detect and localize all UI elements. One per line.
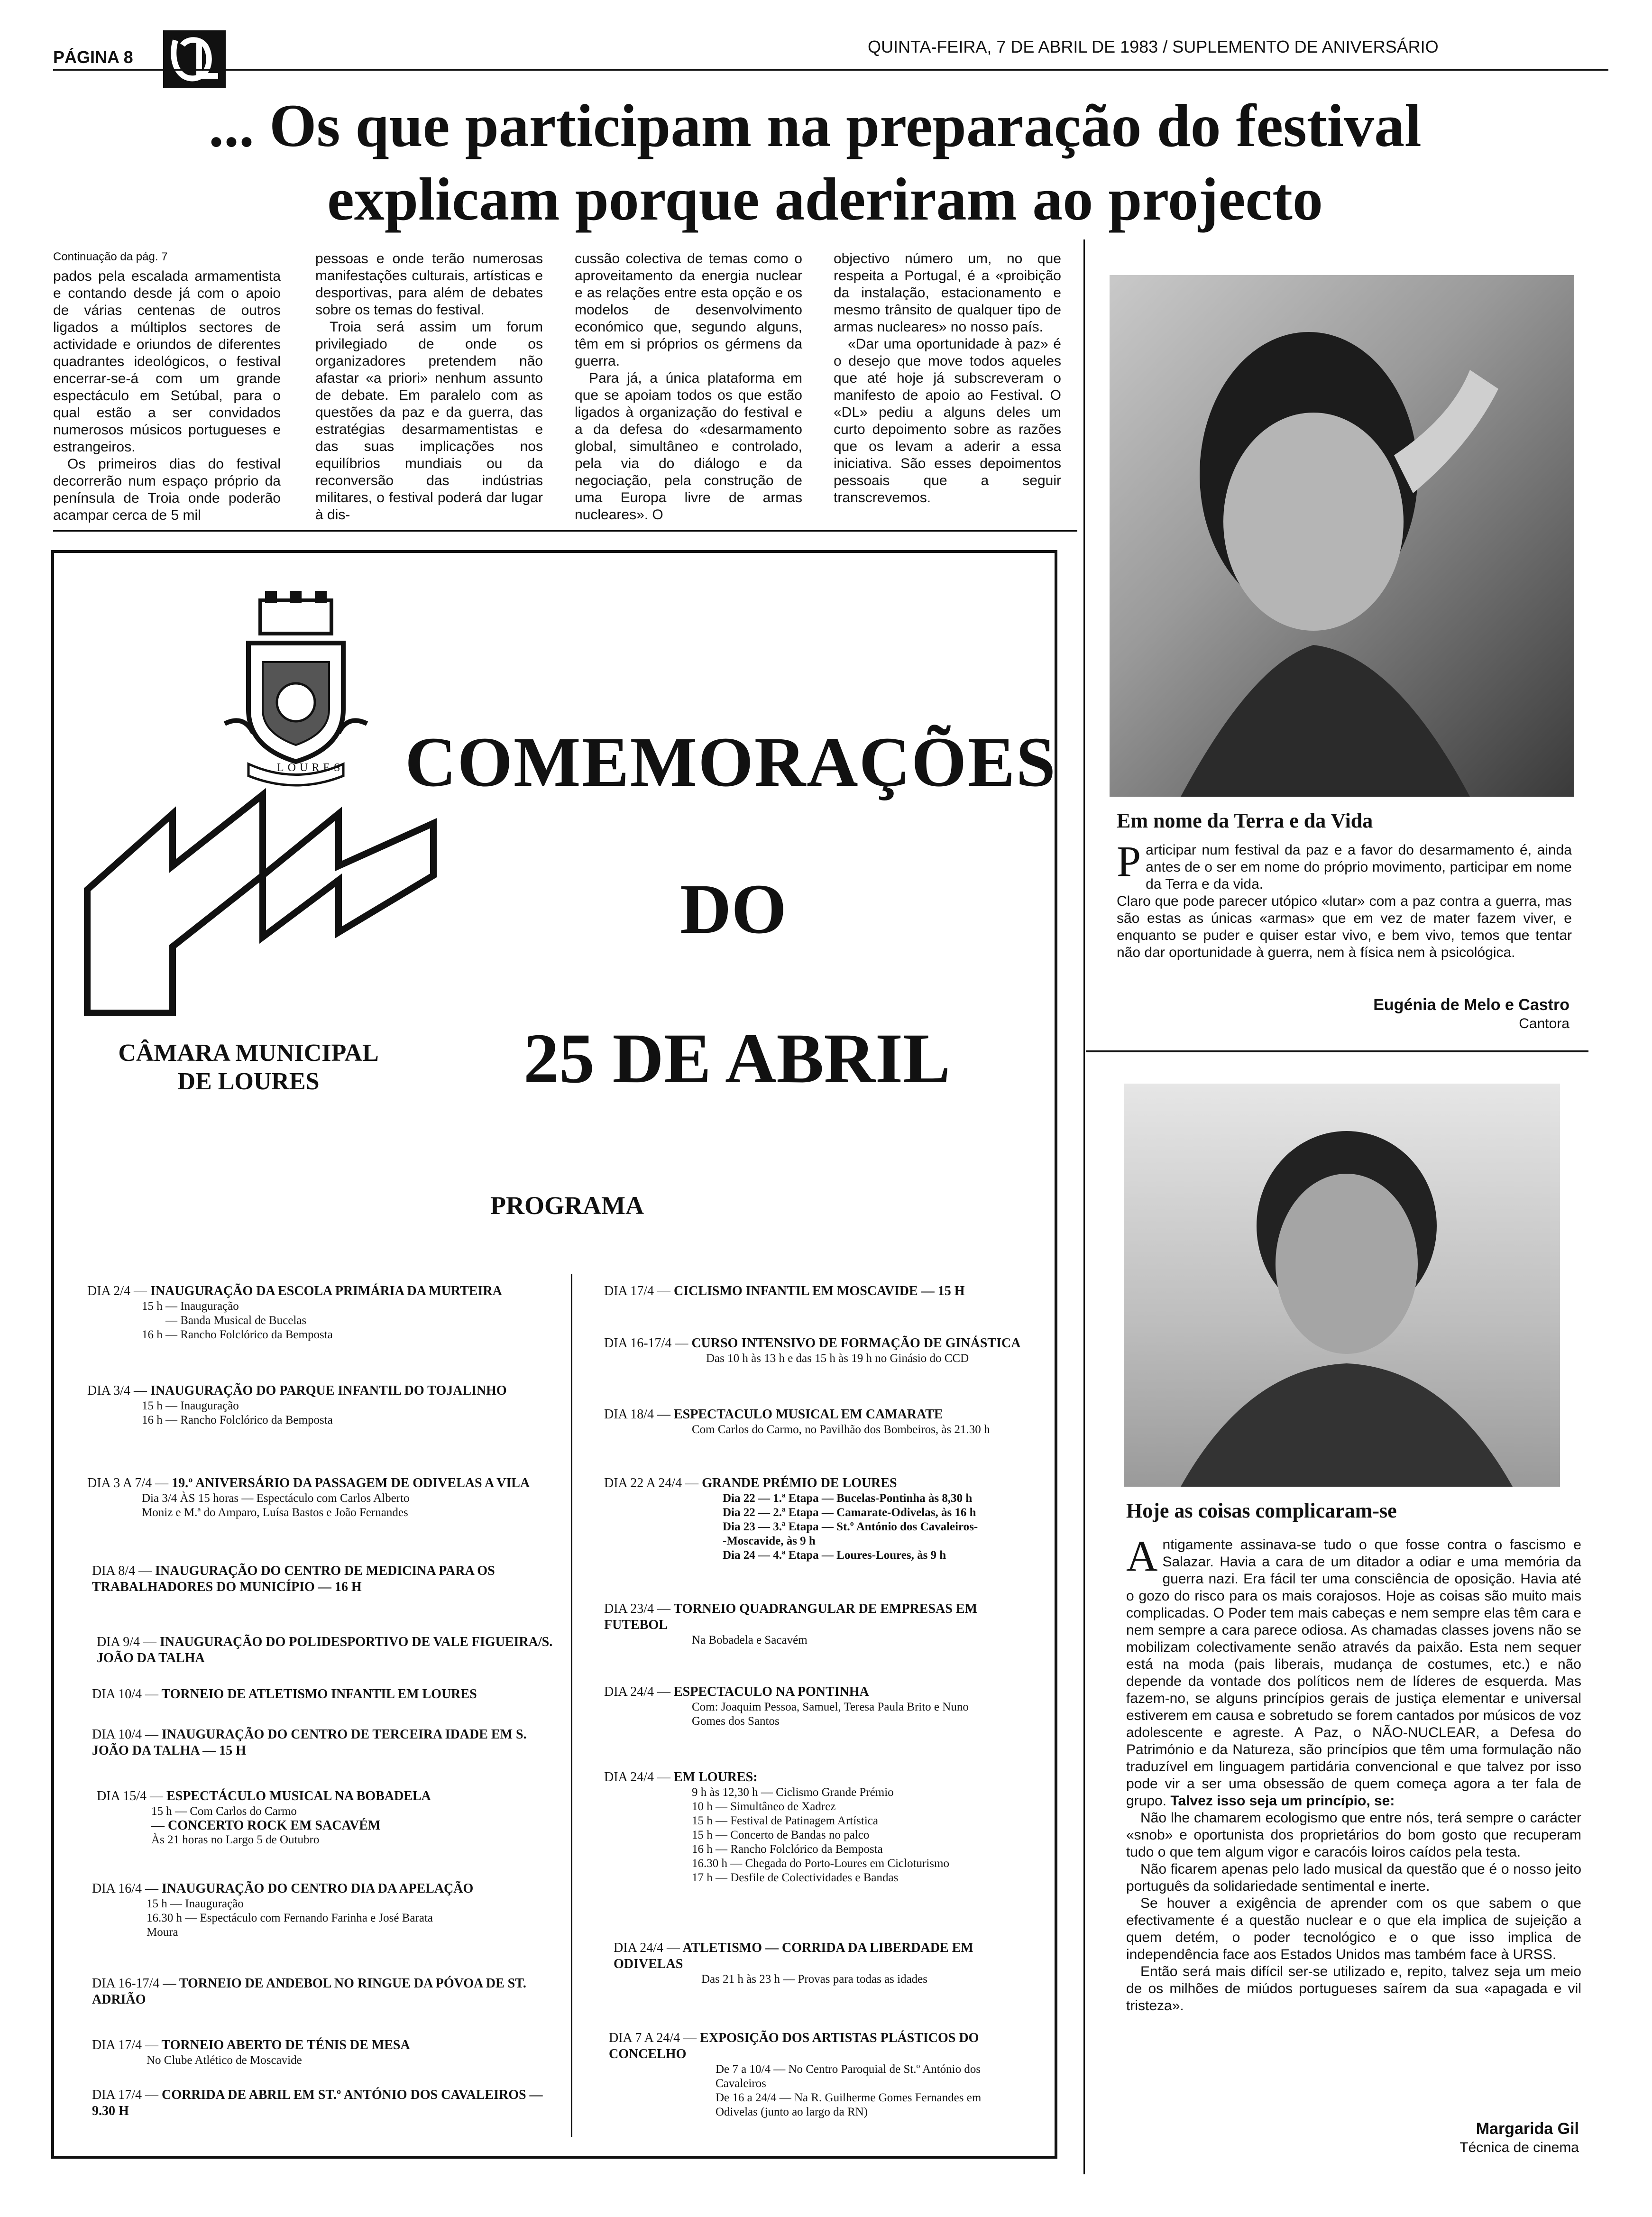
program-entry: DIA 3/4 — INAUGURAÇÃO DO PARQUE INFANTIL DO TOJALINHO 15 h — Inauguração 16 h — Rancho Folclórico da Bemposta	[87, 1383, 507, 1426]
testimony-divider	[1086, 1050, 1588, 1052]
ad-box	[51, 550, 1057, 2159]
program-entry: DIA 17/4 — CORRIDA DE ABRIL EM ST.º ANTÓNIO DOS CAVALEIROS — 9.30 H	[92, 2088, 543, 2118]
testimony-paragraph: articipar num festival da paz e a favor do desarmamento é, ainda antes de o ser em nome do próprio movimento, participar em nome da Terra e da vida.	[1146, 842, 1572, 892]
org-name-line-2: DE LOURES	[177, 1068, 320, 1095]
program-entry: DIA 16-17/4 — TORNEIO DE ANDEBOL NO RINGUE DA PÓVOA DE ST. ADRIÃO	[92, 1976, 526, 2007]
article-paragraph: «Dar uma oportunidade à paz» é o desejo que move todos aqueles que até hoje já subscreveram o manifesto de apoio ao Festival. O «DL» pediu a alguns deles um curto depoimento sobre as razões que os levam a aderir a essa iniciativa. São esses depoimentos pessoais que a seguir transcrevemos.	[834, 336, 1061, 506]
program-entry: DIA 23/4 — TORNEIO QUADRANGULAR DE EMPRESAS EM FUTEBOL Na Bobadela e Sacavém	[604, 1601, 977, 1647]
program-entry: DIA 16-17/4 — CURSO INTENSIVO DE FORMAÇÃO DE GINÁSTICA Das 10 h às 13 h e das 15 h às 19 h no Ginásio do CCD	[604, 1336, 1021, 1365]
drop-cap: P	[1117, 837, 1141, 885]
emblem-logo-icon	[73, 766, 452, 1051]
testimony-2-author: Margarida Gil	[1476, 2120, 1579, 2138]
program-entry: DIA 9/4 — INAUGURAÇÃO DO POLIDESPORTIVO DE VALE FIGUEIRA/S. JOÃO DA TALHA	[97, 1635, 553, 1665]
testimony-1-title: Em nome da Terra e da Vida	[1117, 809, 1373, 832]
article-paragraph: pessoas e onde terão numerosas manifestações culturais, artísticas e desportivas, para além de debates sobre os temas do festival.	[315, 251, 543, 318]
portrait-photo-margarida	[1124, 1084, 1560, 1487]
program-entry: DIA 16/4 — INAUGURAÇÃO DO CENTRO DIA DA APELAÇÃO 15 h — Inauguração 16.30 h — Espectáculo com Fernando Farinha e José Barata Moura	[92, 1881, 474, 1939]
crest-icon	[215, 591, 376, 790]
portrait-photo-eugenia	[1110, 275, 1574, 797]
testimony-paragraph: Se houver a exigência de aprender com os que sabem o que efectivamente é a questão nuclear e o que ela implica de sujeição a quem detém, o poder tecnológico e o que isso implica de independência face aos Estados Unidos mas também face à URSS.	[1126, 1895, 1581, 1962]
drop-cap: A	[1126, 1532, 1158, 1580]
testimony-1-role: Cantora	[1519, 1016, 1569, 1031]
testimony-paragraph: Não lhe chamarem ecologismo que entre nós, terá sempre o carácter «snob» e oportunista dos proprietários do bom gosto que recuperam tudo o que tem algum vigor e caracóis loiros caídos pela testa.	[1126, 1810, 1581, 1860]
article-paragraph: cussão colectiva de temas como o aproveitamento da energia nuclear e as relações entre esta opção e os modelos de desenvolvimento económico que, segundo alguns, têm em si próprios os gérmens da guerra.	[575, 251, 802, 369]
article-paragraph: Para já, a única plataforma em que se apoiam todos os que estão ligados à organização do festival e a da defesa do «desarmamento global, simultâneo e controlado, pela via do diálogo e da negociação, pela construção de uma Europa livre de armas nucleares». O	[575, 370, 802, 523]
program-entry: DIA 17/4 — TORNEIO ABERTO DE TÉNIS DE MESA No Clube Atlético de Moscavide	[92, 2038, 410, 2067]
testimony-paragraph: Claro que pode parecer utópico «lutar» com a paz contra a guerra, mas são estas as únicas «armas» que em vez de mater fazem viver, e enquanto se puder e quiser estar vivo, e bem vivo, temos que tentar não dar oportunidade à guerra, nem à física nem à psicológica.	[1117, 893, 1572, 960]
program-entry: DIA 10/4 — INAUGURAÇÃO DO CENTRO DE TERCEIRA IDADE EM S. JOÃO DA TALHA — 15 H	[92, 1727, 527, 1758]
article-bottom-rule	[53, 530, 1077, 532]
portrait-silhouette-icon	[1110, 275, 1574, 797]
ad-title-line-2: DO	[680, 870, 787, 948]
org-name-line-1: CÂMARA MUNICIPAL	[118, 1040, 379, 1067]
continuation-note: Continuação da pág. 7	[53, 250, 168, 263]
testimony-emphasis: Talvez isso seja um princípio, se:	[1170, 1793, 1395, 1809]
program-entry: DIA 17/4 — CICLISMO INFANTIL EM MOSCAVIDE — 15 H	[604, 1284, 965, 1298]
program-entry: DIA 7 A 24/4 — EXPOSIÇÃO DOS ARTISTAS PLÁSTICOS DO CONCELHO De 7 a 10/4 — No Centro Paroquial de St.º António dos Cavaleiros De 16 a 24/4 — Na R. Guilherme Gomes Fernandes em Odivelas (junto ao largo da RN)	[609, 2031, 982, 2118]
dl-logo-icon	[161, 28, 228, 90]
program-entry: DIA 2/4 — INAUGURAÇÃO DA ESCOLA PRIMÁRIA DA MURTEIRA 15 h — Inauguração — Banda Musical de Bucelas 16 h — Rancho Folclórico da Bemposta	[87, 1284, 502, 1341]
crest-ribbon-text: LOURES	[277, 762, 344, 774]
program-entry: DIA 24/4 — ESPECTACULO NA PONTINHA Com: Joaquim Pessoa, Samuel, Teresa Paula Brito e Nuno Gomes dos Santos	[604, 1684, 969, 1728]
programa-heading: PROGRAMA	[490, 1191, 644, 1220]
program-entry: DIA 10/4 — TORNEIO DE ATLETISMO INFANTIL EM LOURES	[92, 1687, 477, 1702]
article-column-1	[53, 268, 281, 524]
testimony-paragraph: Não ficarem apenas pelo lado musical da questão que é o nosso jeito português da solidariedade sentimental e inerte.	[1126, 1861, 1581, 1894]
program-entry: DIA 3 A 7/4 — 19.º ANIVERSÁRIO DA PASSAGEM DE ODIVELAS A VILA Dia 3/4 ÀS 15 horas — Espectáculo com Carlos Alberto Moniz e M.ª do Amparo, Luísa Bastos e João Fernandes	[87, 1476, 530, 1519]
program-entry: DIA 22 A 24/4 — GRANDE PRÉMIO DE LOURES Dia 22 — 1.ª Etapa — Bucelas-Pontinha às 8,30 h Dia 22 — 2.ª Etapa — Camarate-Odivelas, às 16 h Dia 23 — 3.ª Etapa — St.º António dos Cavaleiros- -Moscavide, às 9 h Dia 24 — 4.ª Etapa — Loures-Loures, às 9 h	[604, 1476, 978, 1562]
article-column-3	[575, 250, 802, 524]
testimony-paragraph: ntigamente assinava-se tudo o que fosse contra o fascismo e Salazar. Havia a cara de um ditador a odiar e uma memória da guerra nazi. Era fácil ter uma consciência de oposição. Havia até o gozo do risco para os mais corajosos. Hoje as coisas são muito mais complicadas. O Poder tem mais cabeças e nem sempre elas têm cara e nem sempre a cara parece odiosa. As chamadas classes jovens não se mobilizam colectivamente senão através da paixão. Esta nem sequer está na moda (pais liberais, mudança de costumes, etc.) e não depende da vontade dos políticos nem de líderes de esquerda. Mas fazem-no, se alguns princípios gerais de justiça elementar e universal estiverem em causa e sobretudo se forem cantados por músicos de voz adolescente e agreste. A Paz, o NÃO-NUCLEAR, a Defesa do Património e da Natureza, são princípios que têm uma formulação não traduzível em linguagem partidária convencional e que talvez por isso pode vir a ser uma obsessão de quem começa agora a ter fala de grupo.	[1126, 1537, 1581, 1809]
headline-line-2: explicam porque aderiram ao projecto	[327, 166, 1323, 233]
program-entry: DIA 24/4 — EM LOURES: 9 h às 12,30 h — Ciclismo Grande Prémio 10 h — Simultâneo de Xadrez 15 h — Festival de Patinagem Artística 15 h — Concerto de Bandas no palco 16 h — Rancho Folclórico da Bemposta 16.30 h — Chegada do Porto-Loures em Cicloturismo 17 h — Desfile de Colectividades e Bandas	[604, 1770, 949, 1884]
testimony-1-author: Eugénia de Melo e Castro	[1373, 996, 1569, 1014]
ad-title-line-3: 25 DE ABRIL	[523, 1019, 951, 1098]
headline-line-1: ... Os que participam na preparação do festival	[209, 92, 1422, 159]
testimony-paragraph: Então será mais difícil ser-se utilizado e, repito, talvez seja um meio de os milhões de miúdos portugueses saírem da sua «apagada e vil tristeza».	[1126, 1964, 1581, 2014]
article-column-4	[834, 250, 1061, 506]
program-entry: DIA 8/4 — INAUGURAÇÃO DO CENTRO DE MEDICINA PARA OS TRABALHADORES DO MUNICÍPIO — 16 H	[92, 1564, 495, 1594]
right-column-divider	[1083, 239, 1085, 2174]
ad-title-line-1: COMEMORAÇÕES	[405, 723, 1056, 801]
page-label: PÁGINA 8	[53, 47, 133, 67]
program-entry: DIA 15/4 — ESPECTÁCULO MUSICAL NA BOBADELA 15 h — Com Carlos do Carmo — CONCERTO ROCK EM SACAVÉM Às 21 horas no Largo 5 de Outubro	[97, 1789, 431, 1846]
testimony-2-title: Hoje as coisas complicaram-se	[1126, 1499, 1397, 1522]
article-paragraph: objectivo número um, no que respeita a Portugal, é a «proibição da instalação, estacionamento e mesmo trânsito de qualquer tipo de armas nucleares» no nosso país.	[834, 251, 1061, 335]
program-entry: DIA 18/4 — ESPECTACULO MUSICAL EM CAMARATE Com Carlos do Carmo, no Pavilhão dos Bombeiros, às 21.30 h	[604, 1407, 990, 1436]
testimony-2-role: Técnica de cinema	[1459, 2140, 1579, 2155]
article-column-2	[315, 250, 543, 524]
article-paragraph: Os primeiros dias do festival decorrerão num espaço próprio da península de Troia onde poderão acampar cerca de 5 mil	[53, 456, 281, 523]
program-column-divider	[571, 1274, 572, 2137]
article-paragraph: Troia será assim um forum privilegiado de onde os organizadores pretendem não afastar «a priori» nenhum assunto de debate. Em paralelo com as questões da paz e da guerra, das estratégias desarmamentistas e das suas implicações nos equilíbrios mundiais ou da reconversão das indústrias militares, o festival poderá dar lugar à dis-	[315, 319, 543, 523]
testimony-2-body	[1126, 1532, 1581, 2015]
testimony-1-body	[1117, 837, 1572, 961]
portrait-silhouette-icon	[1124, 1084, 1560, 1487]
article-paragraph: pados pela escalada armamentista e contando desde já com o apoio de várias centenas de outros ligados a múltiplos sectores de actividade e oriundos de diferentes quadrantes ideológicos, o festival encerrar-se-á com um grande espectáculo em Setúbal, para o qual estão a ser convidados numerosos músicos portugueses e estrangeiros.	[53, 268, 281, 455]
dateline: QUINTA-FEIRA, 7 DE ABRIL DE 1983 / SUPLEMENTO DE ANIVERSÁRIO	[868, 37, 1439, 56]
program-entry: DIA 24/4 — ATLETISMO — CORRIDA DA LIBERDADE EM ODIVELAS Das 21 h às 23 h — Provas para todas as idades	[614, 1941, 973, 1986]
header-rule	[53, 69, 1608, 71]
